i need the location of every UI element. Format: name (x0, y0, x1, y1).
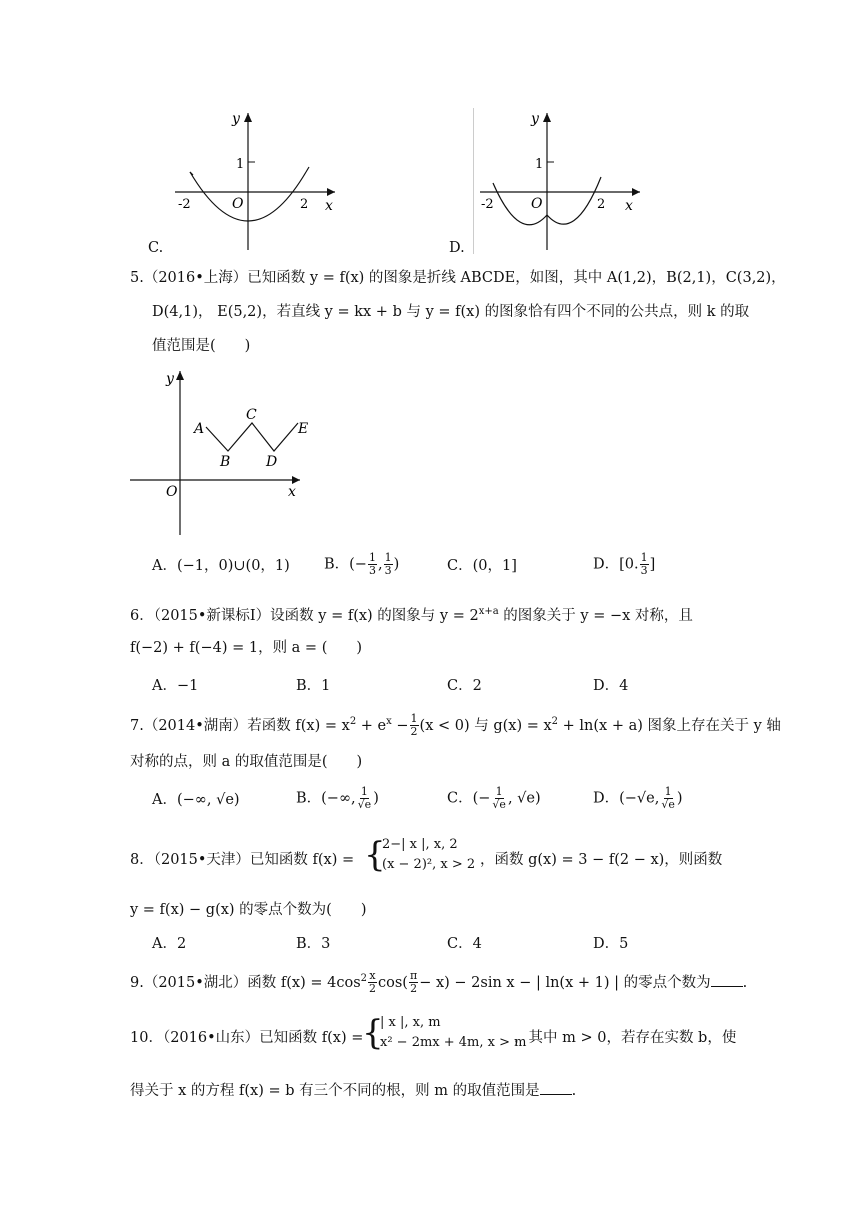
q6-option-b: B．1 (296, 678, 331, 694)
option-d-label: D. (449, 240, 465, 256)
q8-option-c: C．4 (447, 936, 482, 952)
q7-option-d: D．(−√e, $\frac{1}{√e}$ ) (593, 785, 683, 811)
q10-case-2: x² − 2mx + 4m, x > m (380, 1035, 527, 1050)
q10-answer-blank[interactable] (540, 1080, 572, 1095)
q5-y-label: y (166, 371, 174, 387)
q7-option-b: B．(−∞, $\frac{1}{√e}$ ) (296, 785, 379, 811)
q5-point-e: E (298, 421, 309, 437)
q5-option-b: B．(− $\frac{1}{3}$ , $\frac{1}{3}$ ) (324, 551, 400, 577)
graph-c-x-label: x (325, 198, 333, 214)
q8-option-d: D．5 (593, 936, 629, 952)
q10-brace: { (362, 1013, 384, 1053)
graph-d-x-label: x (625, 198, 633, 214)
q9-answer-blank[interactable] (711, 972, 743, 987)
q6-option-d: D．4 (593, 678, 629, 694)
q8-line-2: y = f(x) − g(x) 的零点个数为( ) (130, 902, 367, 918)
q9-line: 9.（2015•湖北）函数 $f(x) = 4\cos^2$ $\frac{x}{2}$ cos( $\frac{\pi}{2}$ − x) − 2sin x − | ln(x + 1) | 的零点个数为 . (130, 969, 748, 996)
q8-brace: { (364, 835, 386, 875)
q5-point-b: B (220, 454, 231, 470)
q10-line-2: 得关于 x 的方程 f(x) = b 有三个不同的根，则 m 的取值范围是 . (130, 1080, 576, 1101)
q10-line-1-lead: 10．（2016•山东）已知函数 f(x) = (130, 1030, 364, 1046)
graph-d-tick-1: 1 (535, 157, 544, 172)
q7-line-1: 7.（2014•湖南）若函数 $f(x) = x^2 + e^x$ − $\frac{1}{2}$ (x < 0) 与 $g(x) = x^2 + \ln(x + a)$ 图象上存在关于 y 轴 (130, 712, 781, 739)
q5-figure (128, 365, 318, 540)
graph-d-y-label: y (531, 111, 539, 127)
q8-option-b: B．3 (296, 936, 331, 952)
q7-option-a: A．(−∞, √e) (152, 792, 240, 808)
q10-case-1: | x |, x, m (380, 1015, 441, 1030)
q5-point-a: A (194, 421, 205, 437)
q7-line-2: 对称的点，则 a 的取值范围是( ) (130, 754, 363, 770)
q5-origin: O (166, 484, 178, 500)
q6-option-c: C．2 (447, 678, 482, 694)
q5-line-1: 5.（2016•上海）已知函数 y = f(x) 的图象是折线 ABCDE，如图，其中 A(1,2)，B(2,1)，C(3,2)， (130, 270, 786, 286)
graph-d-origin: O (531, 196, 543, 212)
q8-line-1-lead: 8．（2015•天津）已知函数 f(x) = (130, 852, 355, 868)
q8-line-1-tail: ，函数 g(x) = 3 − f(2 − x)，则函数 (480, 852, 723, 868)
q6-option-a: A．−1 (152, 678, 199, 694)
q5-option-a: A．(−1，0)∪(0，1) (152, 558, 290, 574)
q6-line-2: f(−2) + f(−4) = 1，则 a = ( ) (130, 640, 363, 656)
q5-x-label: x (288, 484, 296, 500)
q7-option-c: C．(− $\frac{1}{√e}$ , √e) (447, 785, 541, 811)
graph-c-origin: O (232, 196, 244, 212)
option-c-label: C. (148, 240, 164, 256)
graph-d-tick-2: 2 (597, 197, 606, 212)
graph-option-c (170, 105, 340, 255)
q8-option-a: A．2 (152, 936, 187, 952)
q5-point-d: D (266, 454, 278, 470)
graph-option-d (475, 105, 645, 255)
graph-d-tick-neg2: -2 (481, 197, 494, 212)
graph-c-tick-2: 2 (300, 197, 309, 212)
q5-line-3: 值范围是( ) (152, 338, 251, 354)
q8-case-2: (x − 2)², x > 2 (382, 857, 476, 872)
q5-option-c: C．(0，1] (447, 558, 517, 574)
graph-c-y-label: y (232, 111, 240, 127)
q10-line-1-tail: ，其中 m > 0，若存在实数 b，使 (514, 1030, 737, 1046)
q6-line-1: 6．（2015•新课标Ⅰ）设函数 y = f(x) 的图象与 $y = 2^{x+a}$ 的图象关于 y = −x 对称，且 (130, 606, 693, 624)
q5-option-d: D．[0. $\frac{1}{3}$ ] (593, 551, 656, 577)
graph-c-tick-neg2: -2 (178, 197, 191, 212)
q5-point-c: C (246, 407, 257, 423)
q5-line-2: D(4,1)， E(5,2)，若直线 y = kx + b 与 y = f(x) 的图象恰有四个不同的公共点，则 k 的取 (152, 304, 750, 320)
graph-c-tick-1: 1 (236, 157, 245, 172)
q8-case-1: 2−| x |, x, 2 (382, 837, 458, 852)
graph-d-divider (473, 108, 474, 254)
